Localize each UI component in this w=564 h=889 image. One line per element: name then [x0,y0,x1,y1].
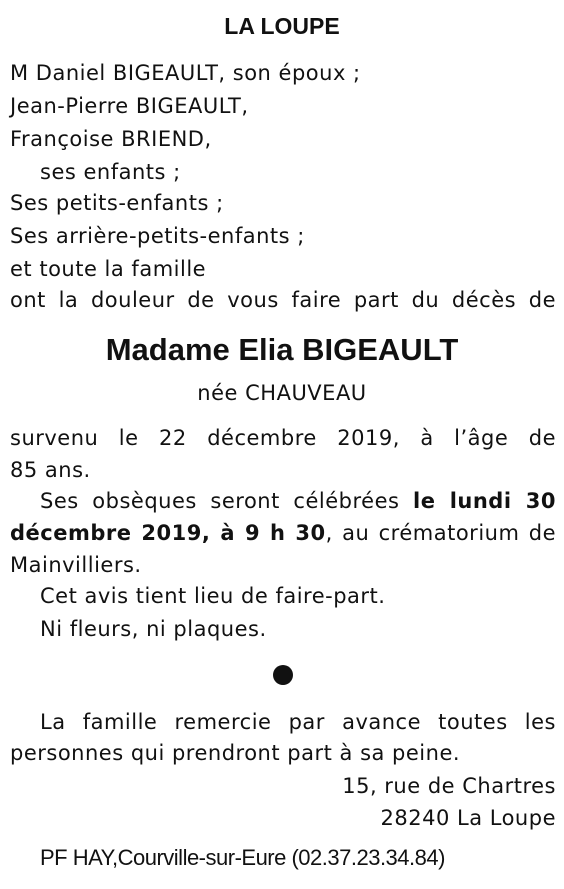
family-line: Ses petits-enfants ; [10,191,224,215]
maiden-name: née CHAUVEAU [197,381,367,405]
family-line: M Daniel BIGEAULT, son époux ; [10,61,361,85]
funeral-date-part1: le lundi 30 [413,489,556,513]
death-age-line: 85 ans. [10,458,91,482]
family-line: Ses arrière-petits-enfants ; [10,224,305,248]
thanks-line-2: personnes qui prendront part à sa peine. [10,741,461,765]
funeral-date-part2: décembre 2019, à 9 h 30 [10,521,326,545]
family-line: et toute la famille [10,257,207,281]
family-line: ses enfants ; [40,160,181,184]
death-date-line: survenu le 22 décembre 2019, à l’âge de [10,426,556,450]
notice-note: Cet avis tient lieu de faire-part. [40,584,386,608]
funeral-line-1 [40,486,556,516]
notice-note: Ni fleurs, ni plaques. [40,617,267,641]
deceased-name: Madame Elia BIGEAULT [105,332,459,367]
family-line: Jean-Pierre BIGEAULT, [10,94,249,118]
funeral-line-2 [10,518,556,548]
funeral-home-contact: PF HAY,Courville-sur-Eure (02.37.23.34.84) [40,845,445,870]
family-line: Françoise BRIEND, [10,127,212,151]
funeral-lead: Ses obsèques seront célébrées [40,489,414,513]
town-heading: LA LOUPE [224,13,340,39]
funeral-place: Mainvilliers. [10,553,142,577]
announcement-line: ont la douleur de vous faire part du décès de [10,288,556,312]
address-street: 15, rue de Chartres [342,774,556,798]
thanks-line-1: La famille remercie par avance toutes les [40,710,556,734]
separator-dot [273,665,293,685]
funeral-after-date: , au crématorium de [325,521,556,545]
address-city: 28240 La Loupe [380,806,556,830]
